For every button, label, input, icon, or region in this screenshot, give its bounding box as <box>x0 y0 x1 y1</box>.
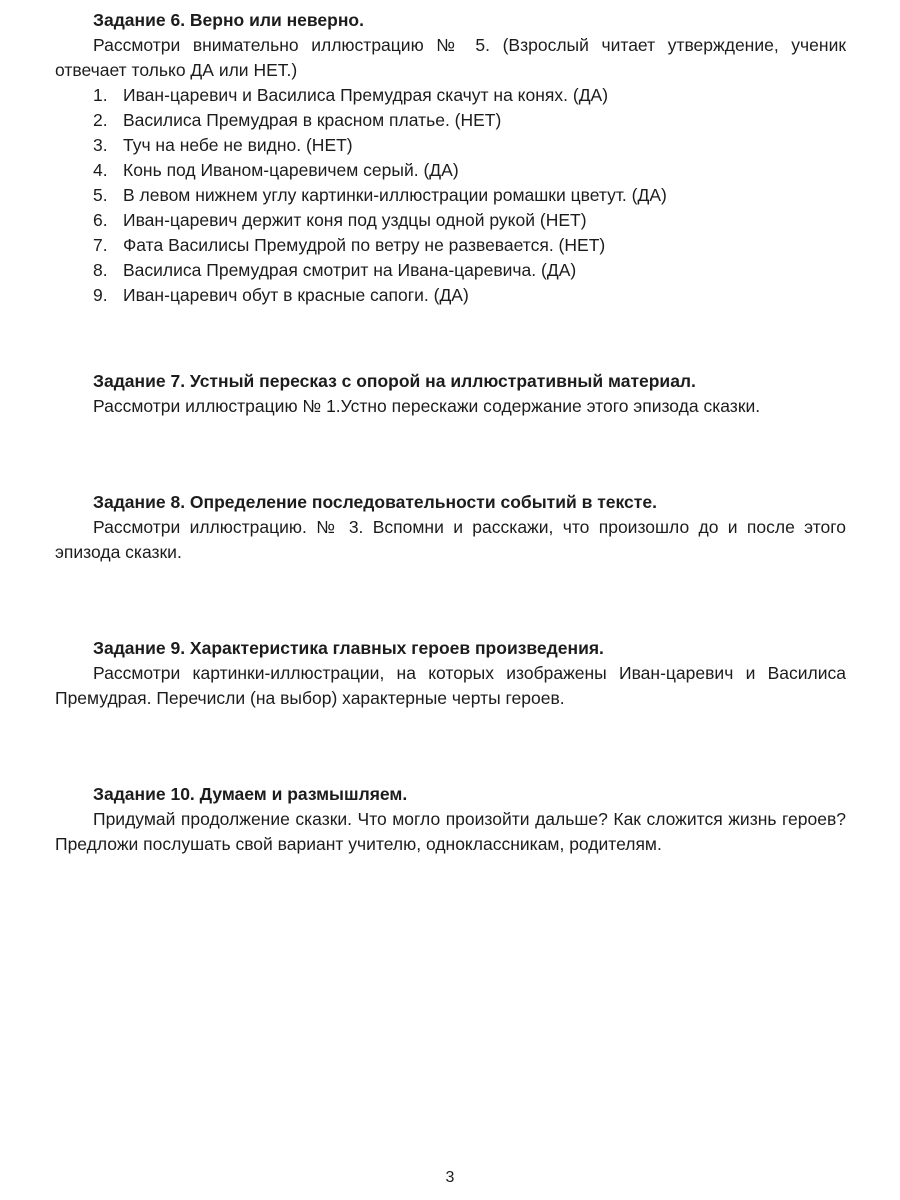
statement-number: 3. <box>93 135 108 155</box>
task-6-statement-list <box>55 83 846 308</box>
statement-text: Фата Василисы Премудрой по ветру не развевается. (НЕТ) <box>123 235 606 255</box>
statement-number: 5. <box>93 185 108 205</box>
statement-text: Конь под Иваном-царевичем серый. (ДА) <box>123 160 459 180</box>
task-9-body: Рассмотри картинки-иллюстрации, на которых изображены Иван-царевич и Василиса Премудрая. Перечисли (на выбор) характерные черты героев. <box>55 663 846 708</box>
statement-row <box>55 83 846 108</box>
statement-number: 1. <box>93 85 108 105</box>
statement-row <box>55 133 846 158</box>
statement-row <box>55 183 846 208</box>
task-7-title: Задание 7. Устный пересказ с опорой на иллюстративный материал. <box>93 371 696 391</box>
statement-number: 9. <box>93 285 108 305</box>
page-number: 3 <box>445 1169 455 1186</box>
task-10-section <box>55 782 846 857</box>
statement-text: Иван-царевич держит коня под уздцы одной рукой (НЕТ) <box>123 210 587 230</box>
task-10-title: Задание 10. Думаем и размышляем. <box>93 784 408 804</box>
statement-text: Иван-царевич обут в красные сапоги. (ДА) <box>123 285 469 305</box>
task-8-section <box>55 490 846 565</box>
task-6-title: Задание 6. Верно или неверно. <box>93 10 364 30</box>
task-8-title: Задание 8. Определение последовательности событий в тексте. <box>93 492 657 512</box>
statement-number: 4. <box>93 160 108 180</box>
task-6-intro: Рассмотри внимательно иллюстрацию № 5. (Взрослый читает утверждение, ученик отвечает только ДА или НЕТ.) <box>55 35 846 80</box>
statement-text: Туч на небе не видно. (НЕТ) <box>123 135 353 155</box>
statement-number: 8. <box>93 260 108 280</box>
task-6-section <box>55 8 846 308</box>
statement-row <box>55 158 846 183</box>
statement-row <box>55 283 846 308</box>
task-10-body: Придумай продолжение сказки. Что могло произойти дальше? Как сложится жизнь героев? Предложи послушать свой вариант учителю, одноклассникам, родителям. <box>55 809 846 854</box>
statement-text: Василиса Премудрая смотрит на Ивана-царевича. (ДА) <box>123 260 577 280</box>
statement-text: Иван-царевич и Василиса Премудрая скачут на конях. (ДА) <box>123 85 609 105</box>
task-9-title: Задание 9. Характеристика главных героев произведения. <box>93 638 604 658</box>
statement-row <box>55 108 846 133</box>
task-7-body: Рассмотри иллюстрацию № 1.Устно перескажи содержание этого эпизода сказки. <box>93 396 761 416</box>
statement-number: 2. <box>93 110 108 130</box>
statement-row <box>55 208 846 233</box>
task-7-section <box>55 369 846 419</box>
task-9-section <box>55 636 846 711</box>
statement-text: Василиса Премудрая в красном платье. (НЕТ) <box>123 110 502 130</box>
statement-text: В левом нижнем углу картинки-иллюстрации ромашки цветут. (ДА) <box>123 185 667 205</box>
task-8-body: Рассмотри иллюстрацию. № 3. Вспомни и расскажи, что произошло до и после этого эпизода сказки. <box>55 517 846 562</box>
statement-number: 7. <box>93 235 108 255</box>
statement-row <box>55 233 846 258</box>
statement-row <box>55 258 846 283</box>
statement-number: 6. <box>93 210 108 230</box>
